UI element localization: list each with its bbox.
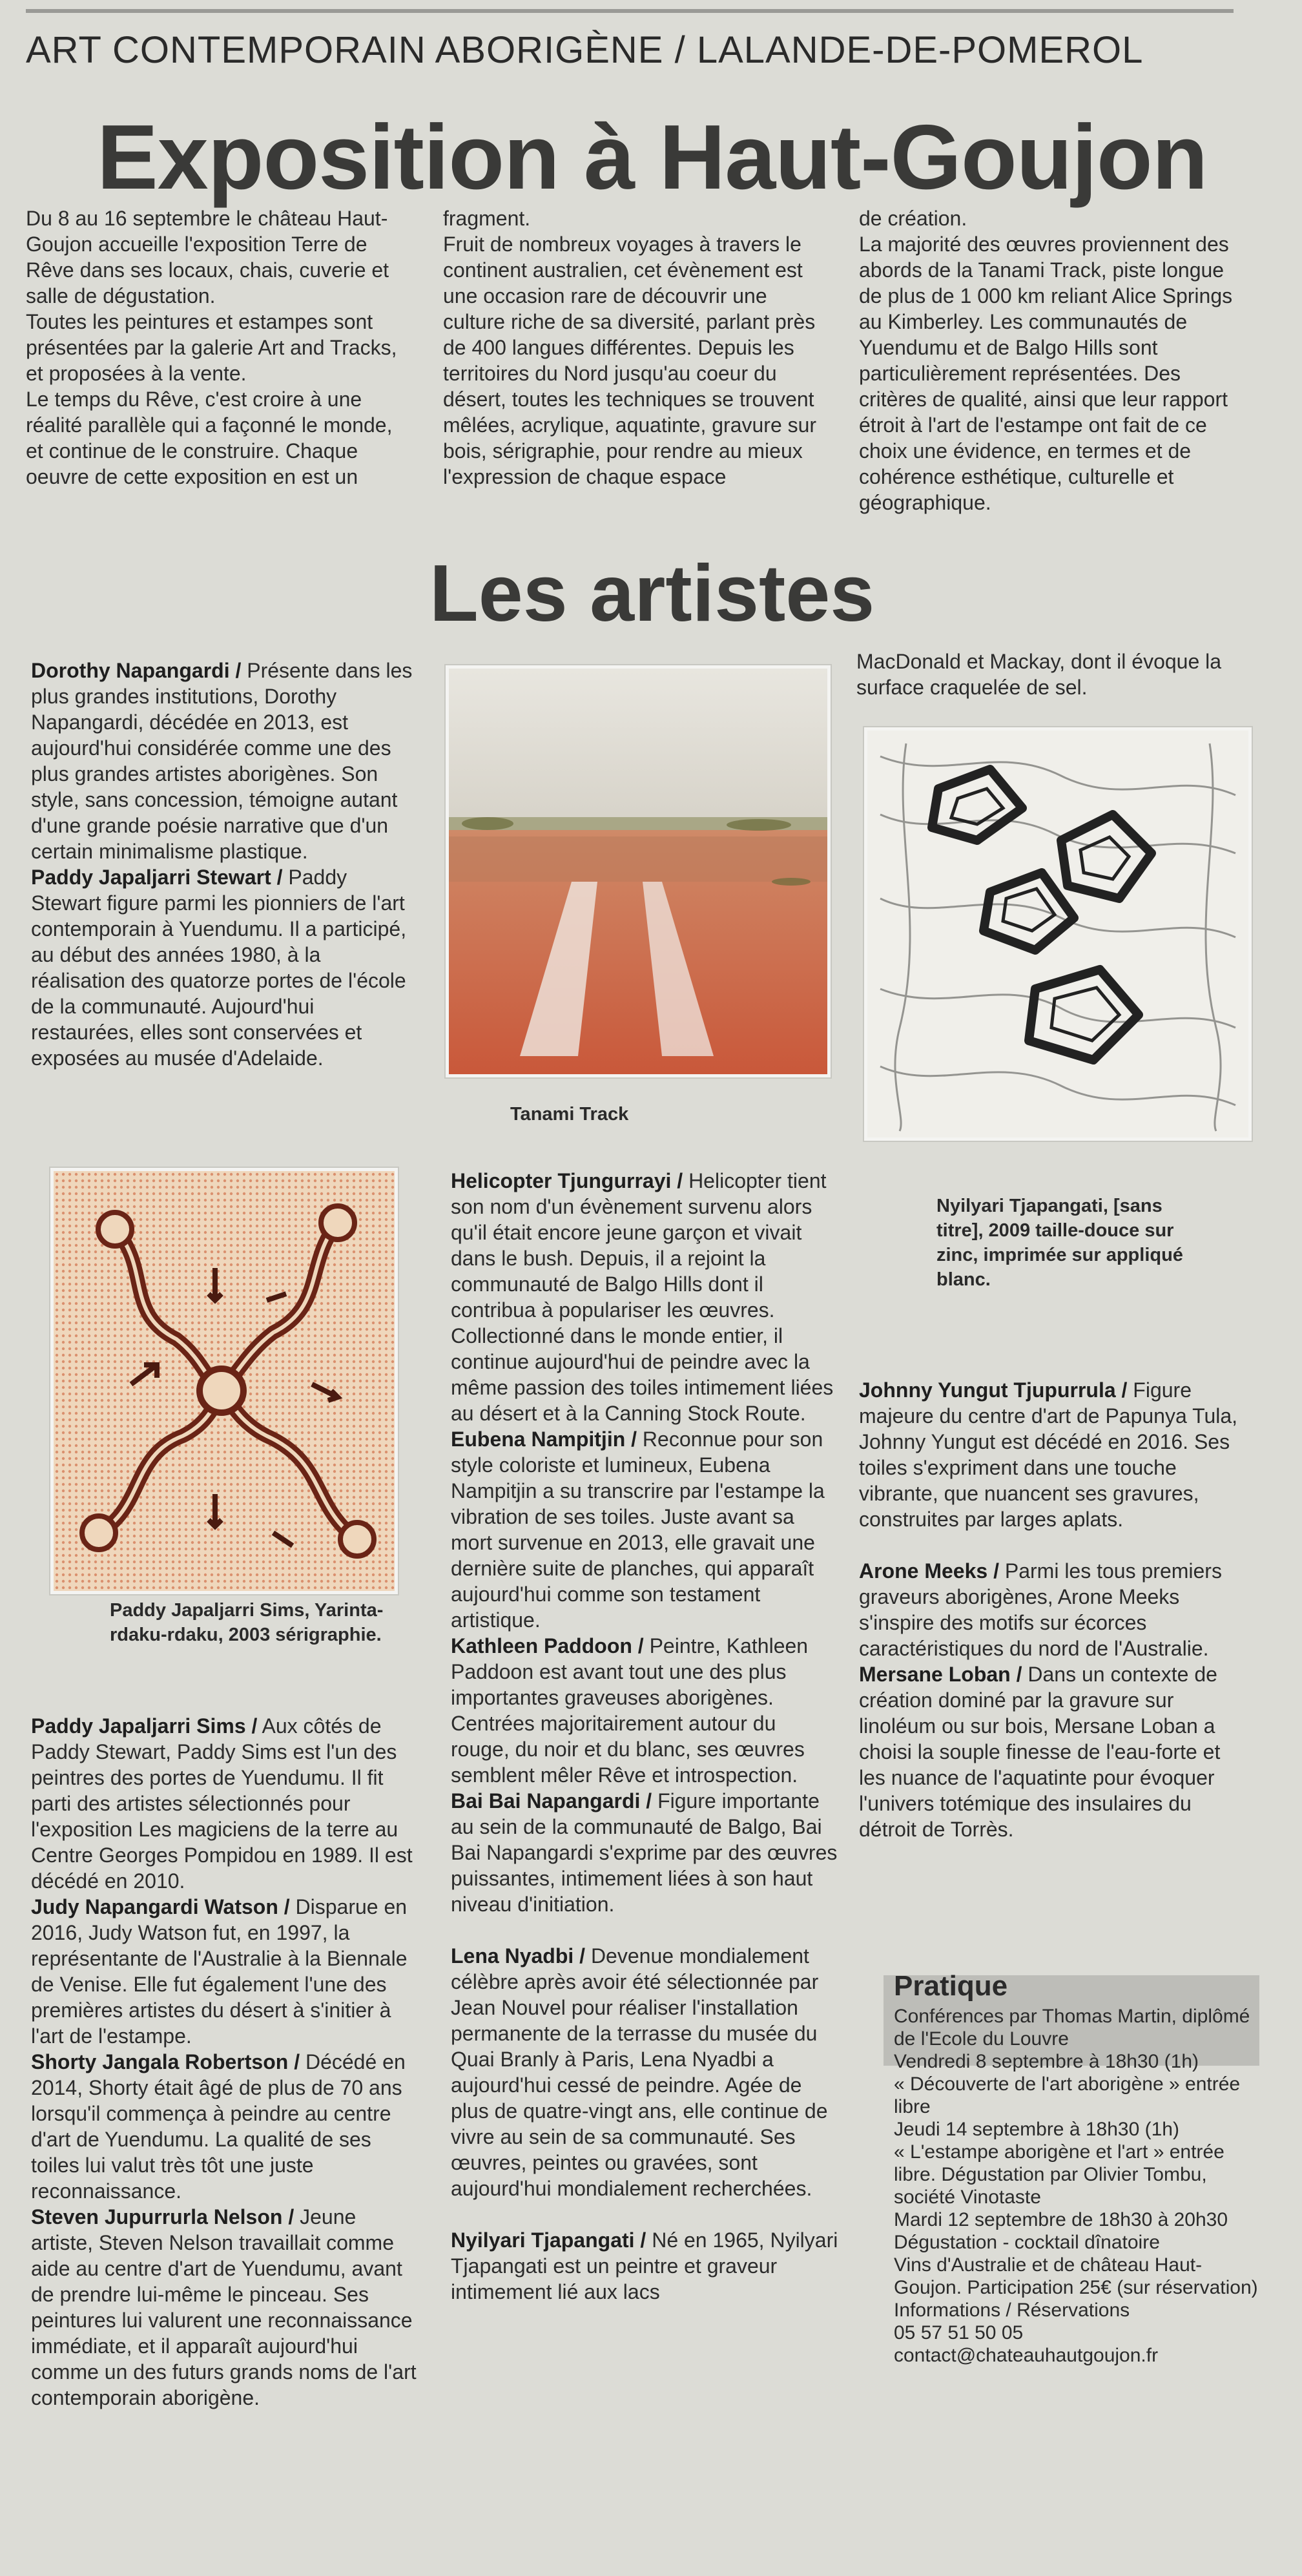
pratique-title: Pratique xyxy=(894,1970,1008,2002)
intro-column-3 xyxy=(859,205,1244,515)
pratique-line: Dégustation - cocktail dînatoire xyxy=(894,2232,1160,2253)
artists-column-1-bottom xyxy=(31,1713,418,2411)
nyilyari-artwork-caption: Nyilyari Tjapangati, [sans titre], 2009 taille-douce sur zinc, imprimée sur appliqué blanc. xyxy=(936,1196,1183,1290)
nyilyari-artwork-photo xyxy=(864,727,1252,1141)
artist-text: Helicopter tient son nom d'un évènement survenu alors qu'il était encore jeune garçon et vivait dans le bush. Depuis, il a rejoint la communauté de Balgo Hills dont il contribua à populariser les œuvres. Collectionné dans le monde entier, il continue aujourd'hui de peindre avec la même passion des toiles intimement liées au désert et à la Canning Stock Route. xyxy=(451,1169,834,1425)
artist-text: Peintre, Kathleen Paddoon est avant tout une des plus importantes graveuses aborigènes. Centrées majoritairement autour du rouge, du noir et du blanc, ses œuvres semblent mêler Rêve et introspection. xyxy=(451,1634,809,1787)
artist-text: Décédé en 2014, Shorty était âgé de plus de 70 ans lorsqu'il commença à peindre au centre d'art de Yuendumu. La qualité de ses toiles lui valut très tôt une juste reconnaissance. xyxy=(31,2050,406,2203)
artist-text: Disparue en 2016, Judy Watson fut, en 1997, la représentante de l'Australie à la Biennale de Venise. Elle fut également l'une des premières artistes du désert à s'initier à l'art de l'estampe. xyxy=(31,1895,408,2048)
intro-paragraph: Du 8 au 16 septembre le château Haut-Goujon accueille l'exposition Terre de Rêve dans ses locaux, chais, cuverie et salle de dégustation. xyxy=(26,207,389,307)
artist-name: Bai Bai Napangardi / xyxy=(451,1789,652,1813)
artist-text: Devenue mondialement célèbre après avoir été sélectionnée par Jean Nouvel pour réaliser l'installation permanente de la terrasse du musée du Quai Branly à Paris, Lena Nyadbi a aujourd'hui cessé de peindre. Agée de plus de quatre-vingt ans, elle continue de vivre au sein de sa communauté. Ses œuvres, peintes ou gravées, sont aujourd'hui mondialement recherchées. xyxy=(451,1944,828,2200)
article-headline: Exposition à Haut-Goujon xyxy=(97,106,1208,209)
pratique-phone: 05 57 51 50 05 xyxy=(894,2322,1024,2343)
aboriginal-painting-illustration xyxy=(54,1171,395,1591)
pratique-details xyxy=(894,2005,1262,2367)
artist-entry xyxy=(451,1788,838,1917)
column-3-continuation xyxy=(856,649,1244,700)
pratique-email[interactable]: contact@chateauhautgoujon.fr xyxy=(894,2345,1159,2366)
intro-column-1 xyxy=(26,205,411,490)
artist-entry xyxy=(31,2049,418,2204)
pratique-line: « L'estampe aborigène et l'art » entrée libre. Dégustation par Olivier Tombu, société Vinotaste xyxy=(894,2141,1224,2208)
pratique-line: Jeudi 14 septembre à 18h30 (1h) xyxy=(894,2119,1179,2140)
artist-entry xyxy=(31,658,418,864)
artist-text: Parmi les tous premiers graveurs aborigènes, Arone Meeks s'inspire des motifs sur écorces caractéristiques du nord de l'Australie. xyxy=(859,1559,1222,1660)
sims-artwork-photo xyxy=(50,1168,398,1594)
intro-paragraph: Toutes les peintures et estampes sont présentées par la galerie Art and Tracks, et proposées à la vente. xyxy=(26,310,397,385)
tanami-caption: Tanami Track xyxy=(510,1104,629,1125)
artists-column-1-top xyxy=(31,658,418,1071)
artist-entry xyxy=(451,1943,838,2201)
artist-entry xyxy=(31,2204,418,2411)
artist-name: Mersane Loban / xyxy=(859,1663,1022,1686)
pratique-line: Vins d'Australie et de château Haut-Goujon. Participation 25€ (sur réservation) xyxy=(894,2254,1258,2298)
artist-text: Figure majeure du centre d'art de Papunya Tula, Johnny Yungut est décédé en 2016. Ses toiles s'expriment dans une touche vibrante, que nuancent ses gravures, construites par larges aplats. xyxy=(859,1378,1238,1531)
artists-column-3 xyxy=(859,1377,1246,1842)
pratique-line: Conférences par Thomas Martin, diplômé de l'Ecole du Louvre xyxy=(894,2006,1250,2050)
etching-illustration xyxy=(867,731,1248,1137)
intro-paragraph: Le temps du Rêve, c'est croire à une réalité parallèle qui a façonné le monde, et continue de le construire. Chaque oeuvre de cette exposition en est un xyxy=(26,388,393,488)
sims-artwork-caption: Paddy Japaljarri Sims, Yarinta-rdaku-rdaku, 2003 sérigraphie. xyxy=(110,1600,384,1645)
artist-name: Paddy Japaljarri Stewart / xyxy=(31,866,283,889)
artist-entry xyxy=(859,1558,1246,1661)
artist-entry xyxy=(31,1713,418,1894)
artist-name: Kathleen Paddoon / xyxy=(451,1634,644,1657)
artist-name: Lena Nyadbi / xyxy=(451,1944,586,1968)
artist-name: Shorty Jangala Robertson / xyxy=(31,2050,300,2073)
artist-name: Nyilyari Tjapangati / xyxy=(451,2228,646,2252)
pratique-line: « Découverte de l'art aborigène » entrée libre xyxy=(894,2073,1241,2117)
intro-paragraph: fragment. xyxy=(443,207,531,230)
artist-text: Présente dans les plus grandes institutions, Dorothy Napangardi, décédée en 2013, est aujourd'hui considérée comme une des plus grandes artistes aborigènes. Son style, sans concession, témoigne autant d'une grande poésie narrative que d'un certain minimalisme plastique. xyxy=(31,659,413,863)
pratique-line: Vendredi 8 septembre à 18h30 (1h) xyxy=(894,2051,1199,2072)
artist-entry xyxy=(859,1661,1246,1842)
section-title: Les artistes xyxy=(429,549,875,638)
artist-entry xyxy=(451,2227,838,2305)
tanami-track-photo xyxy=(446,665,831,1077)
artist-text: Jeune artiste, Steven Nelson travaillait comme aide au centre d'art de Yuendumu, avant de prendre lui-même le pinceau. Ses peintures lui valurent une reconnaissance immédiate, et il apparaît aujourd'hui comme un des futurs grands noms de l'art contemporain aborigène. xyxy=(31,2205,417,2409)
pratique-line: Informations / Réservations xyxy=(894,2300,1130,2321)
artist-entry xyxy=(31,864,418,1071)
intro-paragraph: de création. xyxy=(859,207,967,230)
intro-paragraph: La majorité des œuvres proviennent des abords de la Tanami Track, piste longue de plus de 1 000 km reliant Alice Springs au Kimberley. Les communautés de Yuendumu et de Balgo Hills sont particulièrement représentées. Des critères de qualité, ainsi que leur rapport étroit à l'art de l'estampe ont fait de ce choix une évidence, en termes et de cohérence esthétique, culturelle et géographique. xyxy=(859,233,1233,514)
pratique-line: Mardi 12 septembre de 18h30 à 20h30 xyxy=(894,2209,1228,2230)
artist-name: Paddy Japaljarri Sims / xyxy=(31,1714,258,1738)
intro-column-2 xyxy=(443,205,828,490)
artist-text: Dans un contexte de création dominé par la gravure sur linoléum ou sur bois, Mersane Loban a choisi la souple finesse de l'eau-forte et les nuance de l'aquatinte pour évoquer l'univers totémique des insulaires du détroit de Torrès. xyxy=(859,1663,1221,1841)
artist-name: Johnny Yungut Tjupurrula / xyxy=(859,1378,1128,1402)
section-kicker: ART CONTEMPORAIN ABORIGÈNE / LALANDE-DE-POMEROL xyxy=(26,29,1144,71)
artist-name: Arone Meeks / xyxy=(859,1559,999,1583)
artist-name: Helicopter Tjungurrayi / xyxy=(451,1169,683,1192)
artist-text: Né en 1965, Nyilyari Tjapangati est un peintre et graveur intimement lié aux lacs xyxy=(451,2228,838,2303)
artist-name: Eubena Nampitjin / xyxy=(451,1428,637,1451)
artist-entry xyxy=(859,1377,1246,1532)
artists-column-2 xyxy=(451,1168,838,2305)
artist-text: Figure importante au sein de la communauté de Balgo, Bai Bai Napangardi s'exprime par des œuvres puissantes, intimement liées à son haut niveau d'initiation. xyxy=(451,1789,838,1916)
artist-text: Reconnue pour son style coloriste et lumineux, Eubena Nampitjin a su transcrire par l'estampe la vibration de ses toiles. Juste avant sa mort survenue en 2013, elle gravait une dernière suite de planches, qui apparaît aujourd'hui comme son testament artistique. xyxy=(451,1428,825,1632)
artist-entry xyxy=(31,1894,418,2049)
desert-road-illustration xyxy=(449,669,827,1074)
artist-entry xyxy=(451,1633,838,1788)
artist-entry xyxy=(451,1426,838,1633)
artist-text: Paddy Stewart figure parmi les pionniers de l'art contemporain à Yuendumu. Il a participé, au début des années 1980, à la réalisation des quatorze portes de l'école de la communauté. Aujourd'hui restaurées, elles sont conservées et exposées au musée d'Adelaide. xyxy=(31,866,407,1070)
artist-name: Dorothy Napangardi / xyxy=(31,659,242,682)
artist-name: Steven Jupurrurla Nelson / xyxy=(31,2205,294,2228)
top-rule xyxy=(26,9,1234,13)
artist-name: Judy Napangardi Watson / xyxy=(31,1895,290,1918)
continued-text: MacDonald et Mackay, dont il évoque la surface craquelée de sel. xyxy=(856,650,1222,699)
artist-text: Aux côtés de Paddy Stewart, Paddy Sims est l'un des peintres des portes de Yuendumu. Il fit parti des artistes sélectionnés pour l'exposition Les magiciens de la terre au Centre Georges Pompidou en 1989. Il est décédé en 2010. xyxy=(31,1714,413,1893)
intro-paragraph: Fruit de nombreux voyages à travers le continent australien, cet évènement est une occasion rare de découvrir une culture riche de sa diversité, parlant près de 400 langues différentes. Depuis les territoires du Nord jusqu'au coeur du désert, toutes les techniques se trouvent mêlées, acrylique, aquatinte, gravure sur bois, sérigraphie, pour rendre au mieux l'expression de chaque espace xyxy=(443,233,817,488)
artist-entry xyxy=(451,1168,838,1426)
